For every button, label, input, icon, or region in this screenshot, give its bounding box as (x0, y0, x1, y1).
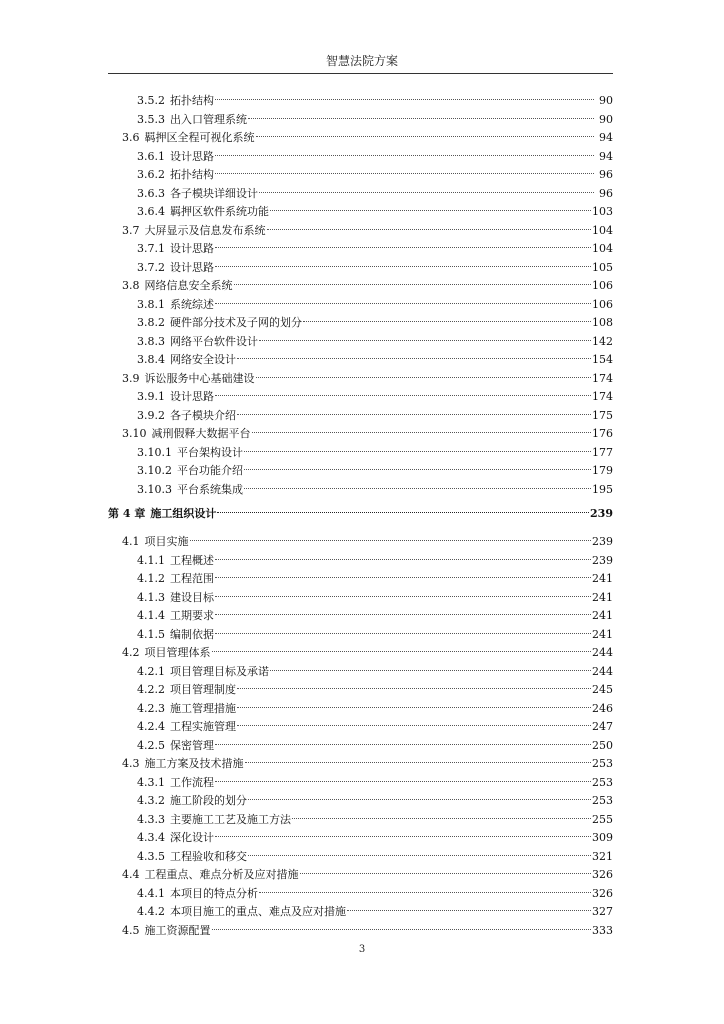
toc-entry-number: 4.5 (122, 923, 140, 937)
toc-entry-number: 3.8.1 (137, 297, 165, 311)
toc-entry-number: 4.3.5 (137, 849, 165, 863)
toc-entry-title: 拓扑结构 (170, 94, 214, 107)
toc-entry-title: 保密管理 (170, 738, 214, 752)
toc-entry-page: 96 (599, 168, 613, 181)
toc-entry-number: 4.4.2 (137, 905, 165, 918)
toc-dot-leader (215, 726, 591, 745)
toc-entry-page: 103 (592, 205, 613, 218)
toc-entry-number: 4.2 (122, 646, 140, 659)
toc-entry-title: 平台功能介绍 (177, 464, 243, 477)
toc-entry-title: 建设目标 (170, 590, 214, 604)
toc-entry-page: 241 (592, 572, 613, 585)
toc-entry-page: 174 (592, 390, 613, 403)
toc-entry-title: 工期要求 (170, 609, 214, 622)
toc-entry-title: 设计思路 (170, 260, 214, 274)
toc-entry-page: 106 (592, 279, 613, 292)
toc-entry-number: 3.8.4 (137, 353, 165, 366)
toc-entry-title: 项目管理目标及承诺 (170, 664, 269, 678)
toc-entry-title: 工程重点、难点分析及应对措施 (144, 868, 299, 881)
toc-dot-leader (256, 118, 595, 137)
toc-entry-number: 4.3 (122, 757, 140, 770)
toc-dot-leader (347, 892, 591, 911)
toc-entry-number: 3.10 (122, 427, 147, 440)
toc-entry-title: 系统综述 (170, 297, 214, 311)
toc-entry-number: 3.10.3 (137, 482, 172, 496)
toc-entry[interactable] (108, 498, 613, 520)
toc-entry-title: 设计思路 (170, 390, 214, 403)
toc-entry-title: 硬件部分技术及子网的划分 (170, 316, 302, 329)
toc-entry-number: 3.9.1 (137, 390, 165, 403)
page-header: 智慧法院方案 (325, 54, 398, 68)
toc-entry-page: 239 (590, 507, 613, 520)
toc-dot-leader (215, 137, 594, 156)
toc-dot-leader (270, 652, 591, 671)
toc-entry-title: 网络信息安全系统 (144, 279, 233, 292)
toc-dot-leader (245, 744, 592, 763)
toc-entry-page: 239 (592, 553, 613, 567)
toc-entry-page: 253 (592, 757, 613, 770)
toc-dot-leader (215, 229, 591, 248)
toc-entry-number: 3.7.2 (137, 260, 165, 274)
toc-entry-number: 4.3.1 (137, 775, 165, 789)
toc-entry-number: 3.7 (122, 223, 140, 237)
toc-entry-title: 网络安全设计 (170, 353, 236, 366)
toc-dot-leader (244, 470, 591, 489)
toc-dot-leader (237, 707, 591, 726)
table-of-contents (108, 85, 613, 937)
toc-entry-page: 253 (592, 775, 613, 789)
toc-dot-leader (270, 192, 591, 211)
toc-entry-page: 105 (592, 260, 613, 274)
toc-entry-title: 本项目施工的重点、难点及应对措施 (170, 905, 346, 918)
toc-entry-title: 工作流程 (170, 775, 214, 789)
toc-entry-page: 241 (592, 609, 613, 622)
toc-dot-leader (248, 781, 591, 800)
toc-dot-leader (248, 837, 591, 856)
toc-entry-number: 3.5.2 (137, 94, 165, 107)
toc-entry-title: 深化设计 (170, 831, 214, 844)
toc-entry-number: 第 4 章 (108, 507, 146, 520)
toc-entry-title: 平台架构设计 (177, 445, 243, 459)
toc-entry-title: 施工阶段的划分 (170, 794, 247, 807)
toc-dot-leader (234, 266, 592, 285)
toc-entry-page: 142 (592, 334, 613, 348)
toc-entry-title: 项目管理体系 (144, 646, 211, 659)
toc-entry-title: 设计思路 (170, 242, 214, 255)
toc-entry-number: 3.5.3 (137, 112, 165, 126)
toc-entry-number: 3.6.3 (137, 186, 165, 200)
toc-dot-leader (215, 248, 591, 267)
toc-entry-title: 施工方案及技术措施 (144, 757, 244, 770)
toc-entry-title: 工程实施管理 (170, 720, 236, 733)
toc-entry-page: 175 (592, 408, 613, 422)
toc-dot-leader (215, 578, 591, 597)
toc-entry-title: 网络平台软件设计 (170, 334, 258, 348)
toc-entry-page: 250 (592, 738, 613, 752)
toc-entry-number: 3.10.2 (137, 464, 172, 477)
toc-entry-page: 321 (592, 849, 613, 863)
toc-entry-page: 253 (592, 794, 613, 807)
toc-entry-number: 4.1.3 (137, 590, 165, 604)
toc-entry-number: 4.2.2 (137, 683, 165, 696)
toc-entry-page: 94 (599, 131, 613, 144)
toc-entry-number: 3.9 (122, 371, 140, 385)
toc-dot-leader (237, 670, 591, 689)
toc-dot-leader (244, 433, 591, 452)
toc-entry-page: 244 (592, 646, 613, 659)
toc-entry-title: 出入口管理系统 (170, 112, 247, 126)
toc-entry-title: 工程概述 (170, 553, 214, 567)
toc-entry-number: 3.9.2 (137, 408, 165, 422)
toc-entry-page: 245 (592, 683, 613, 696)
toc-dot-leader (237, 340, 591, 359)
toc-entry-number: 3.8.3 (137, 334, 165, 348)
toc-entry-title: 项目管理制度 (170, 683, 236, 696)
toc-dot-leader (215, 377, 591, 396)
toc-entry-title: 各子模块介绍 (170, 408, 236, 422)
toc-entry-number: 4.1.2 (137, 572, 165, 585)
toc-entry-page: 104 (592, 223, 613, 237)
toc-entry-page: 241 (592, 590, 613, 604)
toc-dot-leader (215, 285, 591, 304)
toc-entry-title: 项目实施 (144, 535, 189, 548)
toc-entry-page: 326 (592, 886, 613, 900)
toc-dot-leader (256, 359, 592, 378)
toc-dot-leader (215, 596, 591, 615)
toc-dot-leader (292, 800, 591, 819)
toc-entry-number: 3.6 (122, 131, 140, 144)
toc-dot-leader (259, 174, 594, 193)
toc-entry-page: 176 (592, 427, 613, 440)
toc-dot-leader (215, 155, 594, 174)
toc-entry-title: 羁押区全程可视化系统 (144, 131, 255, 144)
toc-dot-leader (212, 633, 592, 652)
toc-entry-page: 174 (592, 371, 613, 385)
toc-entry-title: 羁押区软件系统功能 (170, 205, 269, 218)
toc-entry-page: 106 (592, 297, 613, 311)
header-divider (108, 73, 613, 74)
toc-entry-page: 309 (592, 831, 613, 844)
toc-entry-page: 90 (599, 112, 613, 126)
toc-entry-title: 本项目的特点分析 (170, 886, 258, 900)
toc-dot-leader (237, 689, 591, 708)
toc-entry-title: 减刑假释大数据平台 (151, 427, 251, 440)
toc-entry-number: 3.8 (122, 279, 140, 292)
toc-entry-title: 工程验收和移交 (170, 849, 247, 863)
toc-entry-page: 96 (599, 186, 613, 200)
toc-entry-title: 编制依据 (170, 627, 214, 641)
toc-entry-page: 195 (592, 482, 613, 496)
toc-entry-page: 246 (592, 701, 613, 715)
page-number: 3 (358, 944, 366, 955)
toc-entry-number: 4.4.1 (137, 886, 165, 900)
toc-dot-leader (212, 911, 592, 930)
toc-dot-leader (303, 303, 591, 322)
toc-entry-page: 90 (599, 94, 613, 107)
toc-entry-page: 327 (592, 905, 613, 918)
toc-entry-page: 326 (592, 868, 613, 881)
toc-dot-leader (259, 322, 591, 341)
toc-entry-title: 诉讼服务中心基础建设 (144, 371, 255, 385)
toc-entry-page: 94 (599, 149, 613, 163)
toc-entry-page: 177 (592, 445, 613, 459)
toc-entry-title: 拓扑结构 (170, 168, 214, 181)
toc-entry-page: 179 (592, 464, 613, 477)
toc-entry-number: 4.3.2 (137, 794, 165, 807)
toc-entry-title: 施工组织设计 (150, 507, 217, 520)
toc-entry-number: 3.8.2 (137, 316, 165, 329)
toc-dot-leader (237, 396, 591, 415)
toc-entry-page: 154 (592, 353, 613, 366)
toc-entry-page: 241 (592, 627, 613, 641)
toc-entry-page: 244 (592, 664, 613, 678)
toc-dot-leader (215, 541, 591, 560)
toc-entry-number: 4.2.1 (137, 664, 165, 678)
toc-entry-page: 104 (592, 242, 613, 255)
toc-entry-page: 333 (592, 923, 613, 937)
toc-entry-number: 4.3.4 (137, 831, 165, 844)
toc-entry-title: 大屏显示及信息发布系统 (144, 223, 266, 237)
toc-entry-number: 3.7.1 (137, 242, 165, 255)
toc-entry-title: 设计思路 (170, 149, 214, 163)
toc-entry-number: 4.4 (122, 868, 140, 881)
toc-dot-leader (215, 615, 591, 634)
toc-entry-page: 255 (592, 812, 613, 826)
toc-entry-number: 3.6.4 (137, 205, 165, 218)
toc-entry-number: 4.2.4 (137, 720, 165, 733)
toc-entry-page: 108 (592, 316, 613, 329)
toc-entry-number: 4.1 (122, 535, 140, 548)
toc-entry-number: 3.6.1 (137, 149, 165, 163)
toc-entry-number: 4.1.1 (137, 553, 165, 567)
toc-entry-title: 各子模块详细设计 (170, 186, 258, 200)
toc-entry-number: 4.1.5 (137, 627, 165, 641)
toc-entry-title: 工程范围 (170, 572, 214, 585)
toc-entry-page: 247 (592, 720, 613, 733)
toc-entry-title: 平台系统集成 (177, 482, 243, 496)
toc-entry-title: 施工资源配置 (144, 923, 211, 937)
toc-entry-page: 239 (592, 535, 613, 548)
toc-dot-leader (215, 818, 591, 837)
toc-entry-number: 3.6.2 (137, 168, 165, 181)
toc-dot-leader (215, 81, 594, 100)
toc-dot-leader (248, 100, 594, 119)
toc-dot-leader (190, 522, 592, 541)
toc-dot-leader (215, 763, 591, 782)
toc-dot-leader (267, 211, 592, 230)
toc-entry-number: 4.2.5 (137, 738, 165, 752)
toc-dot-leader (215, 559, 591, 578)
toc-entry-number: 3.10.1 (137, 445, 172, 459)
toc-entry-number: 4.3.3 (137, 812, 165, 826)
toc-dot-leader (244, 451, 591, 470)
toc-entry-title: 施工管理措施 (170, 701, 236, 715)
toc-dot-leader (300, 855, 592, 874)
toc-dot-leader (252, 414, 592, 433)
toc-entry-title: 主要施工工艺及施工方法 (170, 812, 291, 826)
toc-dot-leader (217, 494, 589, 513)
toc-entry-number: 4.2.3 (137, 701, 165, 715)
toc-entry-number: 4.1.4 (137, 609, 165, 622)
toc-dot-leader (259, 874, 591, 893)
